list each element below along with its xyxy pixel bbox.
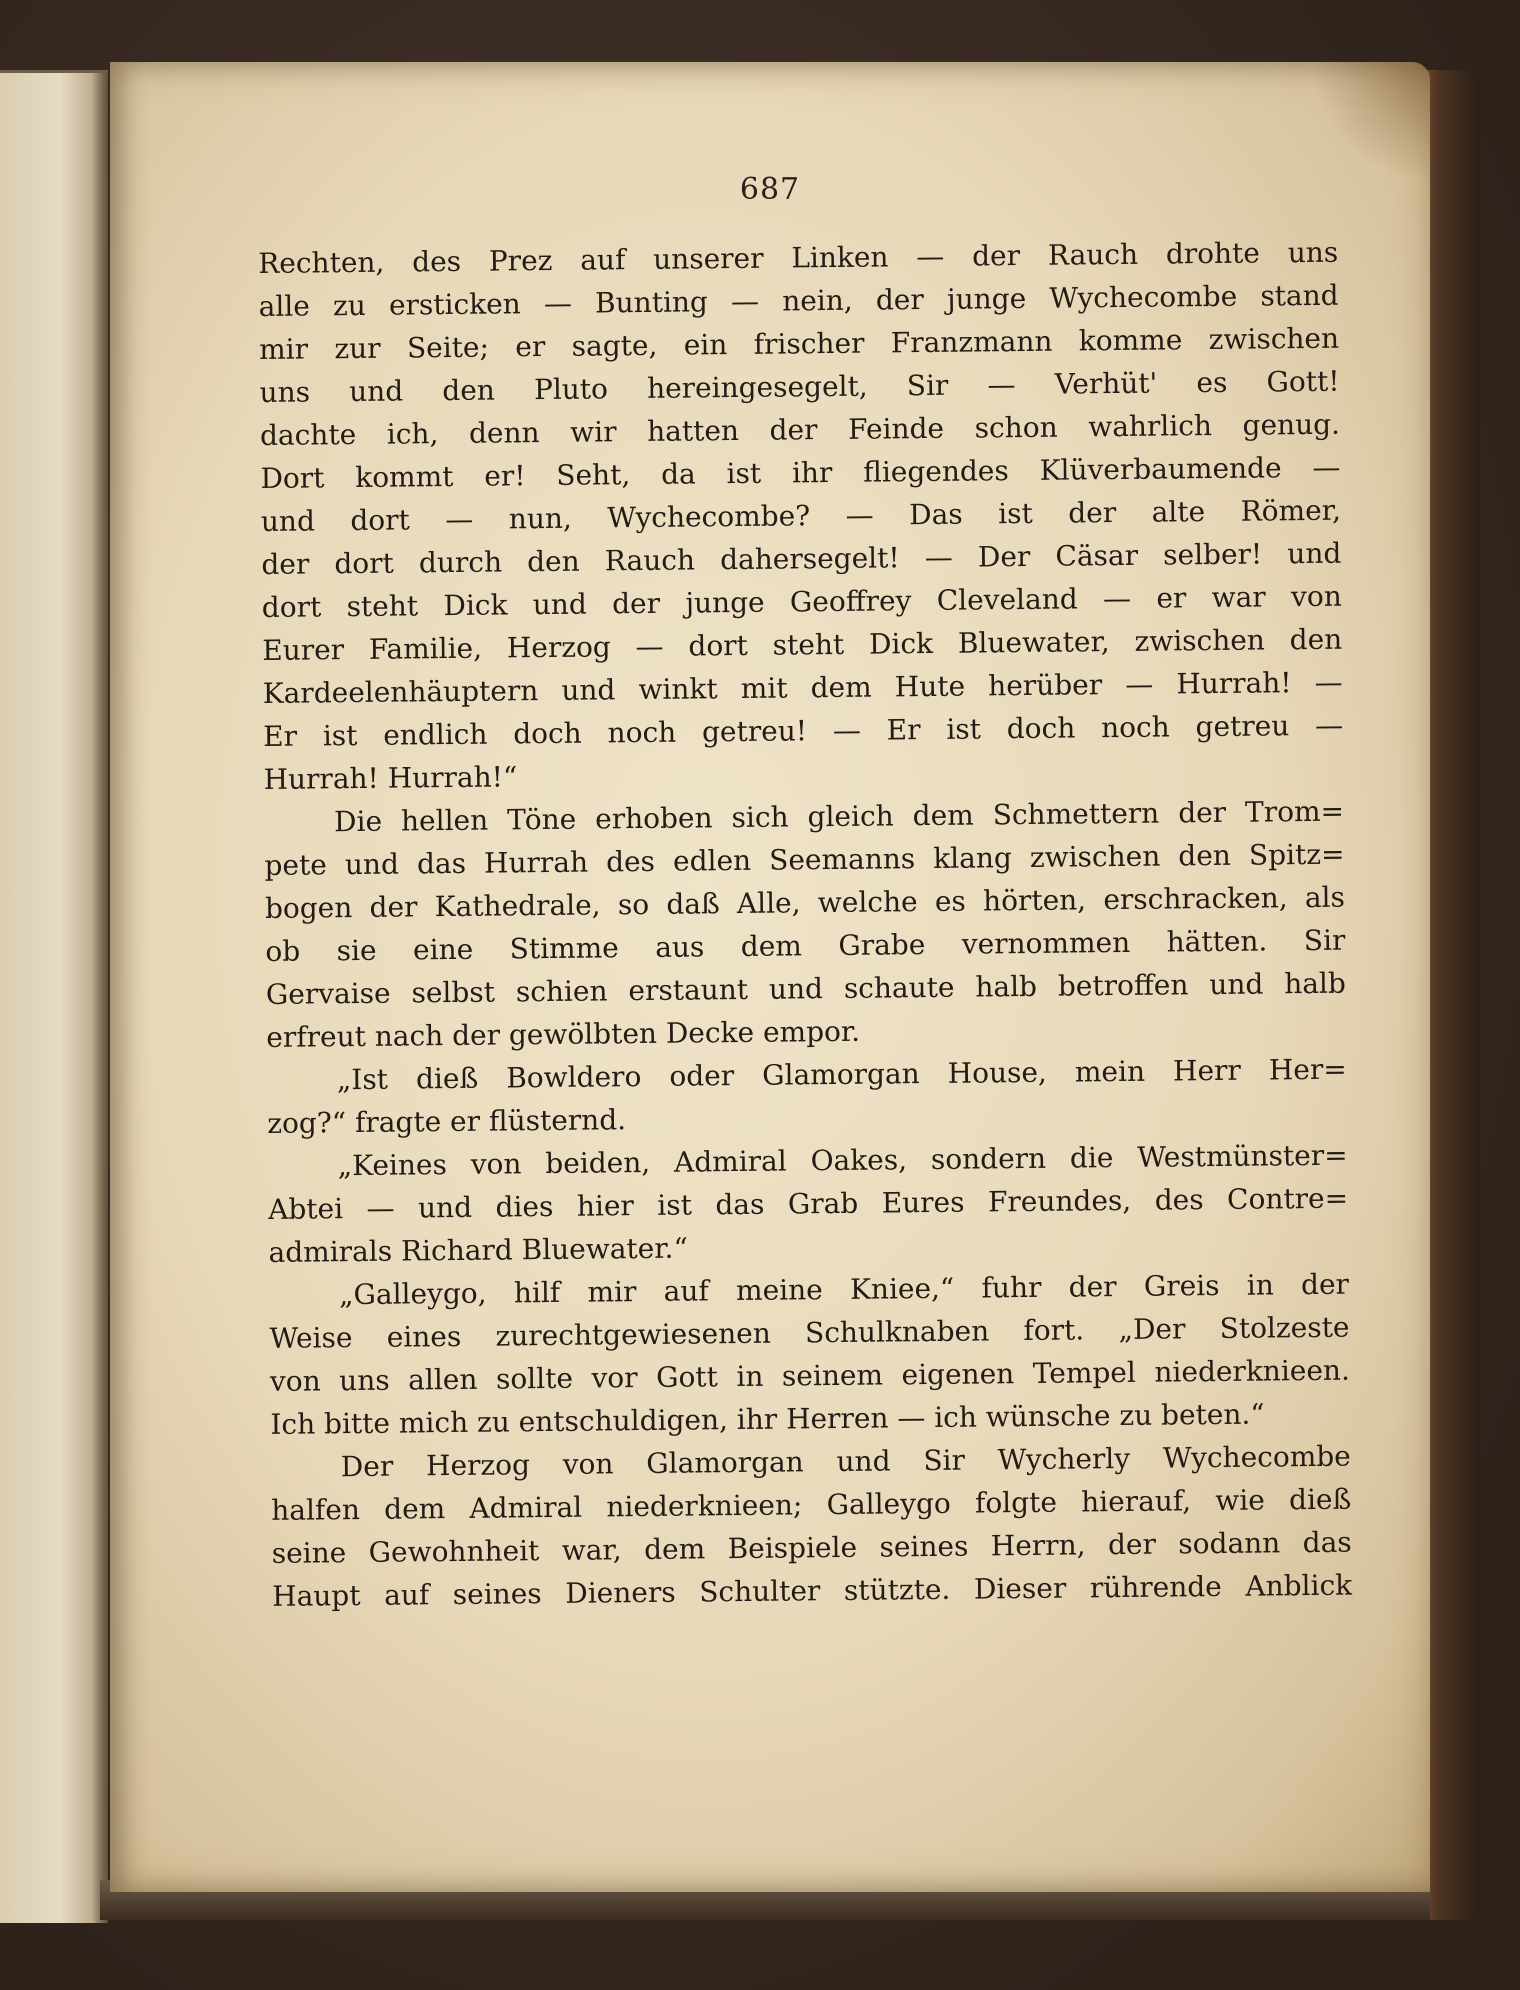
text-line: ob sie eine Stimme aus dem Grabe vernommen hätten. Sir	[265, 923, 1346, 968]
text-line: Ich bitte mich zu entschuldigen, ihr Herren — ich wünsche zu beten.“	[270, 1397, 1265, 1441]
text-line: Kardeelenhäuptern und winkt mit dem Hute herüber — Hurrah! —	[262, 665, 1343, 710]
text-line: Haupt auf seines Dieners Schulter stützte. Dieser rührende Anblick	[272, 1568, 1353, 1613]
body-text	[258, 231, 1352, 1618]
text-line: dort steht Dick und der junge Geoffrey Cleveland — er war von	[261, 579, 1342, 624]
page-corner-stain	[1310, 62, 1430, 182]
text-line: uns und den Pluto hereingesegelt, Sir — Verhüt' es Gott!	[259, 364, 1340, 409]
book-gutter	[92, 73, 108, 1923]
facing-page-edge	[0, 70, 108, 1923]
text-line: erfreut nach der gewölbten Decke empor.	[266, 1014, 861, 1054]
text-line: „Ist dieß Bowldero oder Glamorgan House, mein Herr Her=	[336, 1052, 1347, 1097]
text-line: von uns allen sollte vor Gott in seinem eigenen Tempel niederknieen.	[269, 1353, 1351, 1398]
text-line: Gervaise selbst schien erstaunt und schaute halb betroffen und halb	[265, 966, 1346, 1011]
text-line: Weise eines zurechtgewiesenen Schulknaben fort. „Der Stolzeste	[269, 1310, 1350, 1355]
text-line: dachte ich, denn wir hatten der Feinde schon wahrlich genug.	[259, 407, 1341, 452]
text-line: und dort — nun, Wychecombe? — Das ist der alte Römer,	[260, 493, 1342, 538]
text-line: mir zur Seite; er sagte, ein frischer Franzmann komme zwischen	[258, 321, 1340, 366]
text-line: admirals Richard Bluewater.“	[268, 1231, 688, 1269]
text-line: „Galleygo, hilf mir auf meine Kniee,“ fuhr der Greis in der	[338, 1267, 1350, 1312]
text-line: seine Gewohnheit war, dem Beispiele seines Herrn, der sodann das	[271, 1525, 1352, 1570]
text-line: Der Herzog von Glamorgan und Sir Wycherly Wychecombe	[340, 1439, 1351, 1484]
text-line: bogen der Kathedrale, so daß Alle, welche es hörten, erschracken, als	[264, 880, 1346, 925]
text-line: Rechten, des Prez auf unserer Linken — der Rauch drohte uns	[258, 235, 1339, 280]
text-line: Er ist endlich doch noch getreu! — Er ist doch noch getreu —	[263, 708, 1344, 753]
text-line: der dort durch den Rauch dahersegelt! — Der Cäsar selber! und	[261, 536, 1342, 581]
text-line: zog?“ fragte er flüsternd.	[267, 1103, 627, 1140]
text-line: halfen dem Admiral niederknieen; Galleygo folgte hierauf, wie dieß	[271, 1482, 1352, 1527]
text-line: Die hellen Töne erhoben sich gleich dem Schmettern der Trom=	[333, 794, 1345, 839]
text-line: alle zu ersticken — Bunting — nein, der junge Wychecombe stand	[258, 278, 1339, 323]
text-line: Abtei — und dies hier ist das Grab Eures Freundes, des Contre=	[267, 1181, 1349, 1226]
text-line: Hurrah! Hurrah!“	[263, 760, 518, 796]
text-line: Dort kommt er! Seht, da ist ihr fliegendes Klüverbaumende —	[260, 450, 1341, 495]
text-line: „Keines von beiden, Admiral Oakes, sondern die Westmünster=	[337, 1138, 1348, 1183]
page-number: 687	[739, 172, 801, 207]
text-line: Eurer Familie, Herzog — dort steht Dick Bluewater, zwischen den	[262, 622, 1343, 667]
book-page	[110, 62, 1430, 1892]
text-line: pete und das Hurrah des edlen Seemanns klang zwischen den Spitz=	[264, 837, 1345, 882]
